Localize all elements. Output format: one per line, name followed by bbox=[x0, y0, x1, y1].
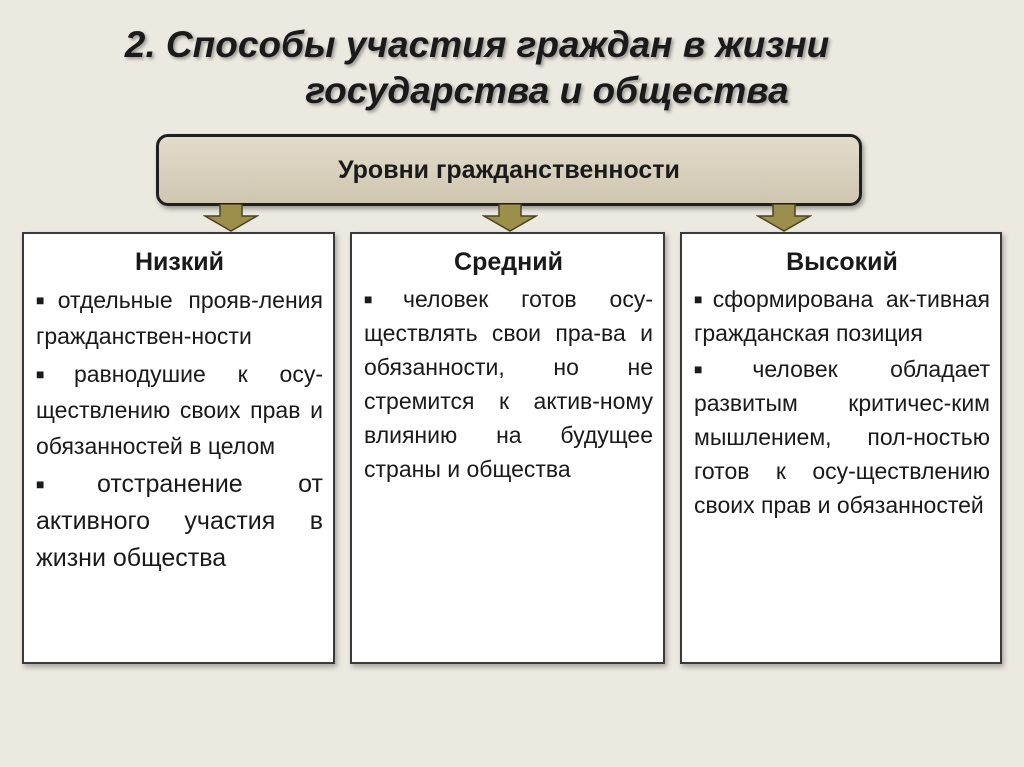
square-bullet-icon: ■ bbox=[36, 292, 54, 308]
square-bullet-icon: ■ bbox=[694, 361, 749, 377]
list-item: ■ отстранение от активного участия в жизни общества bbox=[36, 470, 323, 572]
slide-title-line-1: 2. Способы участия граждан в жизни bbox=[124, 24, 830, 65]
level-title: Низкий bbox=[134, 248, 225, 276]
square-bullet-icon: ■ bbox=[36, 366, 70, 382]
level-title: Высокий bbox=[786, 248, 898, 276]
square-bullet-icon: ■ bbox=[364, 291, 399, 307]
level-card-low bbox=[22, 232, 335, 664]
level-title: Средний bbox=[454, 248, 563, 276]
arrow-down-icon bbox=[756, 204, 812, 232]
slide-title bbox=[0, 22, 1024, 114]
list-item: ■ сформирована ак-тивная гражданская позиция bbox=[694, 286, 990, 346]
slide-title-line-2: государства и общества bbox=[305, 70, 789, 111]
square-bullet-icon: ■ bbox=[694, 291, 709, 307]
square-bullet-icon: ■ bbox=[36, 476, 94, 492]
header-label: Уровни гражданственности bbox=[338, 155, 680, 184]
arrow-down-icon bbox=[203, 204, 259, 232]
list-item: ■ равнодушие к осу-ществлению своих прав и обязанностей в целом bbox=[36, 361, 323, 459]
list-item: ■ человек обладает развитым критичес-ким мышлением, пол-ностью готов к осу-ществлению своих прав и обязанностей bbox=[694, 356, 990, 518]
list-item: ■ человек готов осу-ществлять свои пра-ва и обязанности, но не стремится к актив-ному влиянию на будущее страны и общества bbox=[364, 286, 653, 482]
header-box bbox=[156, 134, 862, 206]
level-card-high bbox=[680, 232, 1002, 664]
list-item: ■ отдельные прояв-ления гражданствен-ности bbox=[36, 287, 323, 349]
arrow-down-icon bbox=[482, 204, 538, 232]
level-card-middle bbox=[350, 232, 665, 664]
